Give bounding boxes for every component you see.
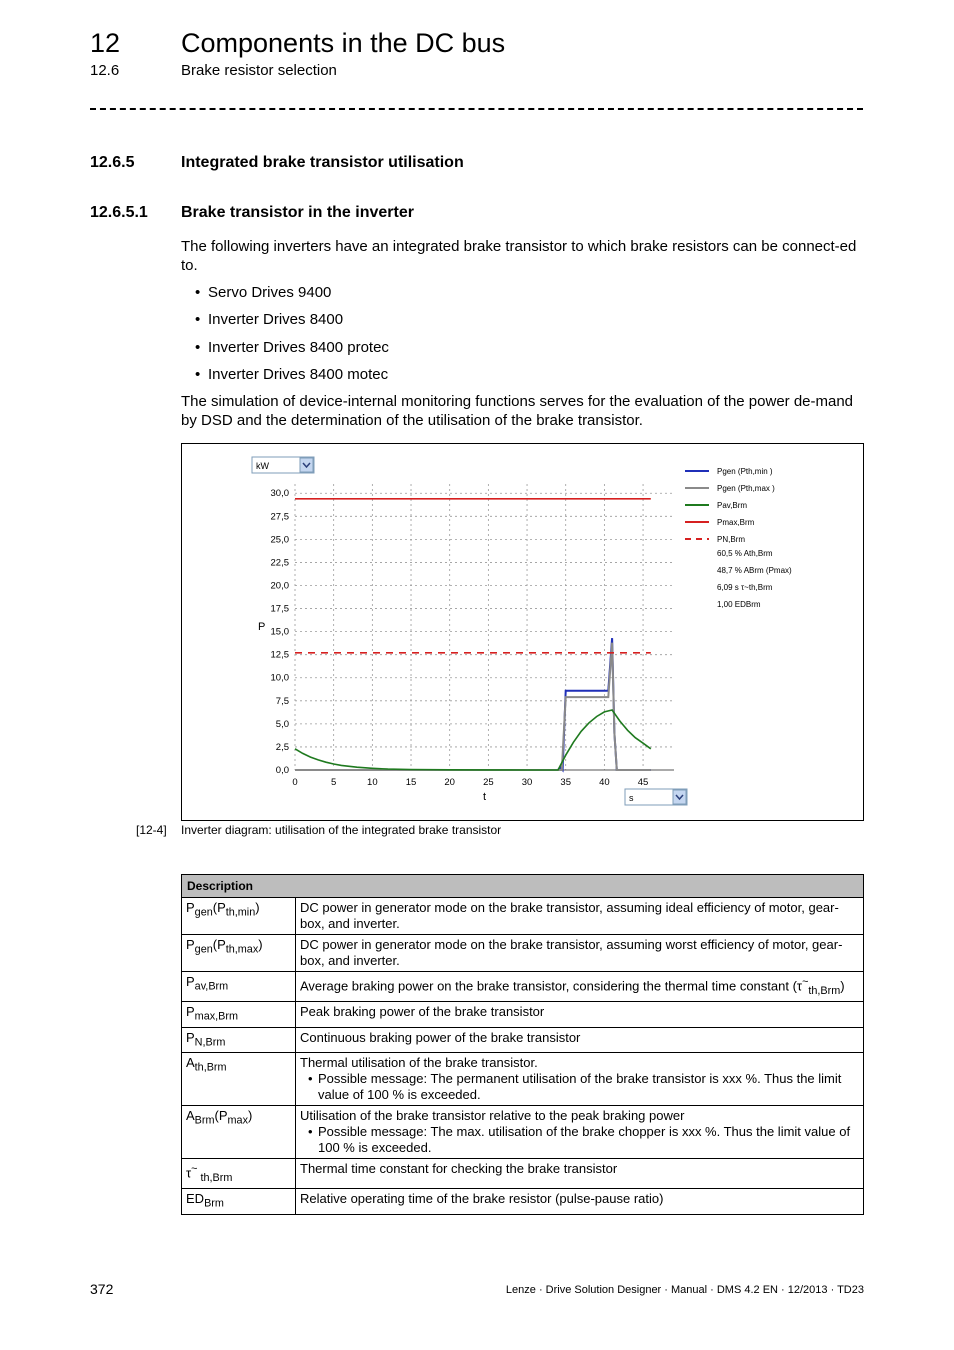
utilisation-chart [182, 444, 863, 820]
body-paragraph: The simulation of device-internal monitoring functions serves for the evaluation of the power de-mand by DSD and the determination of the utilisation of the brake transistor. [181, 393, 854, 429]
legend-value: 6,09 s τ~th,Brm [717, 583, 773, 592]
time-select-value: s [629, 793, 634, 803]
y-tick-label: 5,0 [275, 718, 289, 730]
legend [685, 467, 792, 609]
x-tick-label: 40 [599, 777, 610, 788]
description-cell: Utilisation of the brake transistor relative to the peak braking power • Possible message: The max. utilisation of the brake chopper is xxx %. Thus the limit value of 100 % is exceeded. [296, 1106, 864, 1159]
symbol-cell: $ED_{Brm}$ [182, 1189, 296, 1215]
table-row [182, 1027, 864, 1053]
y-tick-label: 20,0 [270, 580, 289, 592]
list-item: • Inverter Drives 8400 motec [195, 366, 389, 383]
chapter-number: 12 [90, 28, 121, 58]
heading-title: Integrated brake transistor utilisation [181, 154, 464, 171]
figure-number: [12-4] [136, 823, 167, 837]
header-divider [90, 108, 863, 110]
description-cell: Continuous braking power of the brake transistor [296, 1027, 864, 1053]
list-item: • Inverter Drives 8400 protec [195, 339, 389, 356]
x-tick-label: 30 [521, 777, 533, 788]
symbol-cell: $P_{gen}(P_{th,max})$ [182, 935, 296, 972]
section-title: Brake resistor selection [181, 62, 337, 79]
chevron-down-icon [300, 458, 313, 472]
x-tick-label: 5 [331, 777, 337, 788]
y-tick-label: 30,0 [270, 488, 289, 500]
description-cell: DC power in generator mode on the brake transistor, assuming worst efficiency of motor, gear-box, and inverter. [296, 935, 864, 972]
table-row [182, 1001, 864, 1027]
y-tick-label: 12,5 [270, 649, 289, 661]
y-tick-label: 25,0 [270, 534, 289, 546]
description-cell: Peak braking power of the brake transistor [296, 1001, 864, 1027]
legend-label: Pmax,Brm [717, 518, 755, 527]
heading-number: 12.6.5 [90, 154, 135, 171]
x-axis-label: t [483, 791, 487, 803]
legend-label: Pgen (Pth,min ) [717, 467, 773, 476]
unit-select-value: kW [256, 461, 269, 471]
series-line [295, 638, 651, 770]
legend-value: 48,7 % ABrm (Pmax) [717, 566, 792, 575]
table-row [182, 972, 864, 1002]
description-cell: Thermal utilisation of the brake transistor. • Possible message: The permanent utilisation of the brake transistor is xxx %. Thus the limit value of 100 % is exceeded. [296, 1053, 864, 1106]
footer-publisher: Lenze · Drive Solution Designer · Manual · DMS 4.2 EN · 12/2013 · TD23 [505, 1284, 864, 1296]
inverter-diagram-figure [181, 443, 864, 821]
section-number: 12.6 [90, 62, 120, 79]
figure-caption: Inverter diagram: utilisation of the integrated brake transistor [181, 823, 502, 837]
x-tick-label: 45 [637, 777, 649, 788]
description-cell: Thermal time constant for checking the brake transistor [296, 1159, 864, 1189]
x-tick-label: 25 [483, 777, 494, 788]
x-tick-label: 20 [444, 777, 455, 788]
y-tick-label: 10,0 [270, 672, 289, 684]
table-row [182, 935, 864, 972]
table-header: Description [182, 875, 864, 898]
axes [271, 488, 675, 788]
y-tick-label: 15,0 [270, 626, 289, 638]
symbol-cell: $P_{N,Brm}$ [182, 1027, 296, 1053]
x-tick-label: 10 [367, 777, 378, 788]
list-item: • Inverter Drives 8400 [195, 311, 344, 328]
legend-value: 1,00 EDBrm [717, 600, 761, 609]
symbol-description-table [181, 874, 864, 1215]
series-line [295, 643, 651, 770]
intro-paragraph: The following inverters have an integrated brake transistor to which brake resistors can be connect-ed to. [181, 238, 857, 274]
symbol-cell: $P_{max,Brm}$ [182, 1001, 296, 1027]
unit-select[interactable] [252, 457, 314, 473]
chapter-title: Components in the DC bus [181, 28, 506, 58]
time-unit-select[interactable] [625, 789, 687, 805]
x-tick-label: 15 [405, 777, 417, 788]
subheading-title: Brake transistor in the inverter [181, 204, 414, 221]
description-cell: DC power in generator mode on the brake transistor, assuming ideal efficiency of motor, gear-box, and inverter. [296, 898, 864, 935]
y-tick-label: 17,5 [270, 603, 289, 615]
y-tick-label: 22,5 [270, 557, 289, 569]
symbol-cell: $P_{gen}(P_{th,min})$ [182, 898, 296, 935]
table-row [182, 1159, 864, 1189]
y-tick-label: 2,5 [275, 741, 289, 753]
description-cell: Average braking power on the brake transistor, considering the thermal time constant $(\tau^\sim_{th,Brm})$ [296, 972, 864, 1002]
legend-label: Pgen (Pth,max ) [717, 484, 775, 493]
subheading-number: 12.6.5.1 [90, 204, 148, 221]
symbol-cell: τ~ $_{th,Brm}$ [182, 1159, 296, 1189]
table-row [182, 1189, 864, 1215]
table-row [182, 1053, 864, 1106]
symbol-cell: $A_{Brm}(P_{max})$ [182, 1106, 296, 1159]
series [295, 499, 651, 770]
description-cell: Relative operating time of the brake resistor (pulse-pause ratio) [296, 1189, 864, 1215]
x-tick-label: 35 [560, 777, 572, 788]
table-row [182, 898, 864, 935]
page-number: 372 [90, 1281, 114, 1297]
grid [295, 484, 674, 770]
list-item: • Servo Drives 9400 [195, 284, 332, 301]
y-tick-label: 27,5 [270, 511, 289, 523]
chevron-down-icon [673, 790, 686, 804]
x-tick-label: 0 [292, 777, 298, 788]
legend-label: Pav,Brm [717, 501, 748, 510]
symbol-cell: $A_{th,Brm}$ [182, 1053, 296, 1106]
legend-label: PN,Brm [717, 535, 745, 544]
y-tick-label: 7,5 [275, 695, 289, 707]
legend-value: 60,5 % Ath,Brm [717, 549, 773, 558]
y-axis-label: P [258, 621, 266, 633]
table-row [182, 1106, 864, 1159]
series-line [295, 710, 651, 770]
symbol-cell: $P_{av,Brm}$ [182, 972, 296, 1002]
y-tick-label: 0,0 [275, 765, 289, 776]
